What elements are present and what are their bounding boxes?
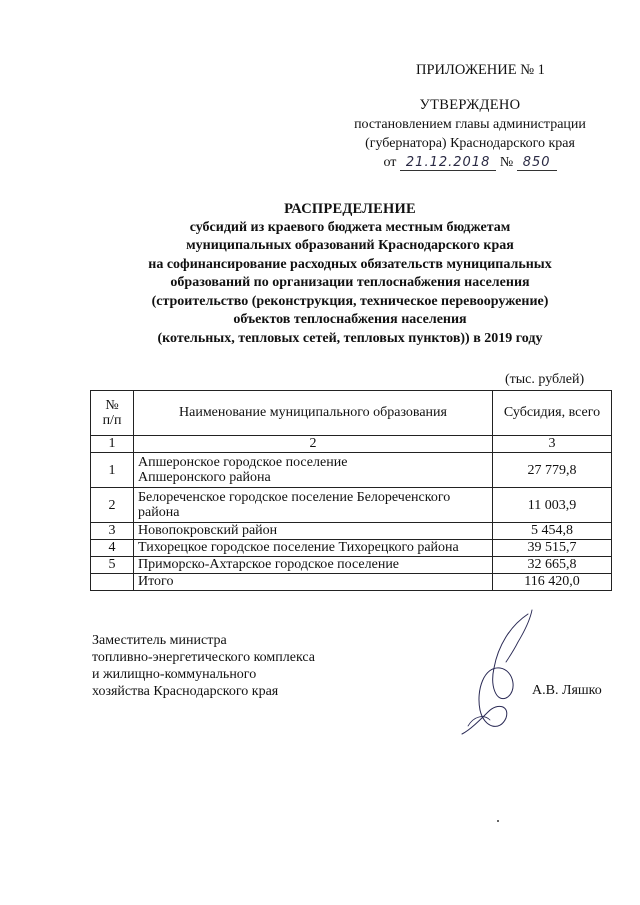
row-num: 5 [91, 557, 134, 574]
signer-line-2: топливно-энергетического комплекса [92, 650, 315, 665]
header-num-line-2: п/п [102, 413, 122, 428]
signer-line-1: Заместитель министра [92, 633, 227, 648]
approved-line-2: (губернатора) Краснодарского края [365, 136, 575, 151]
signer-line-3: и жилищно-коммунального [92, 667, 257, 682]
scan-speck [497, 820, 499, 822]
table-row [91, 453, 612, 488]
header-name: Наименование муниципального образования [134, 391, 493, 436]
row-name: Приморско-Ахтарское городское поселение [134, 557, 493, 574]
table-row [91, 488, 612, 523]
total-value: 116 420,0 [493, 574, 612, 591]
table-row [91, 557, 612, 574]
title-line-1: субсидий из краевого бюджета местным бюджетам [189, 219, 511, 235]
row-num: 2 [91, 488, 134, 523]
row-name [134, 488, 493, 523]
approval-date-line [330, 153, 610, 172]
number-sign: № [499, 155, 514, 170]
appendix-label: ПРИЛОЖЕНИЕ № 1 [416, 62, 545, 78]
units-label: (тыс. рублей) [505, 372, 585, 387]
row-value: 5 454,8 [493, 523, 612, 540]
index-cell: 2 [134, 436, 493, 453]
distribution-table [90, 390, 612, 591]
approval-number: 850 [517, 155, 557, 171]
total-label: Итого [134, 574, 493, 591]
title-line-2: муниципальных образований Краснодарского края [186, 238, 514, 253]
index-cell: 3 [493, 436, 612, 453]
row-value: 39 515,7 [493, 540, 612, 557]
row-value: 32 665,8 [493, 557, 612, 574]
table-row [91, 540, 612, 557]
approval-block [330, 96, 610, 172]
signer-line-4: хозяйства Краснодарского края [92, 684, 279, 699]
signature-icon [440, 606, 550, 741]
document-title [60, 200, 640, 348]
signer-position [92, 632, 315, 700]
approved-line-1: постановлением главы администрации [354, 117, 586, 132]
title-line-3: на софинансирование расходных обязательств муниципальных [148, 256, 552, 272]
row-value: 11 003,9 [493, 488, 612, 523]
title-line-6: объектов теплоснабжения населения [233, 312, 467, 327]
approval-date: 21.12.2018 [400, 155, 496, 171]
table-total-row [91, 574, 612, 591]
header-subsidy: Субсидия, всего [493, 391, 612, 436]
row-name-line-1: Апшеронское городское поселение [138, 455, 348, 470]
row-name: Новопокровский район [134, 523, 493, 540]
title-line-7: (котельных, тепловых сетей, тепловых пунктов)) в 2019 году [157, 330, 543, 346]
table-row [91, 523, 612, 540]
row-num: 4 [91, 540, 134, 557]
title-line-5: (строительство (реконструкция, техническое перевооружение) [151, 293, 549, 309]
row-name-line-2: Апшеронского района [138, 470, 271, 485]
row-name-line-2: района [138, 505, 180, 520]
row-name-line-1: Белореченское городское поселение Белореченского [138, 490, 451, 505]
approved-title: УТВЕРЖДЕНО [419, 97, 521, 113]
date-prefix: от [383, 155, 397, 170]
signer-name: А.В. Ляшко [532, 683, 602, 698]
row-num: 3 [91, 523, 134, 540]
header-num [91, 391, 134, 436]
title-main: РАСПРЕДЕЛЕНИЕ [284, 201, 416, 217]
row-name: Тихорецкое городское поселение Тихорецкого района [134, 540, 493, 557]
row-value: 27 779,8 [493, 453, 612, 488]
table-header-row [91, 391, 612, 436]
index-cell: 1 [91, 436, 134, 453]
header-num-line-1: № [105, 398, 119, 413]
total-num-cell [91, 574, 134, 591]
table-index-row [91, 436, 612, 453]
title-line-4: образований по организации теплоснабжения населения [170, 275, 530, 290]
row-num: 1 [91, 453, 134, 488]
row-name [134, 453, 493, 488]
